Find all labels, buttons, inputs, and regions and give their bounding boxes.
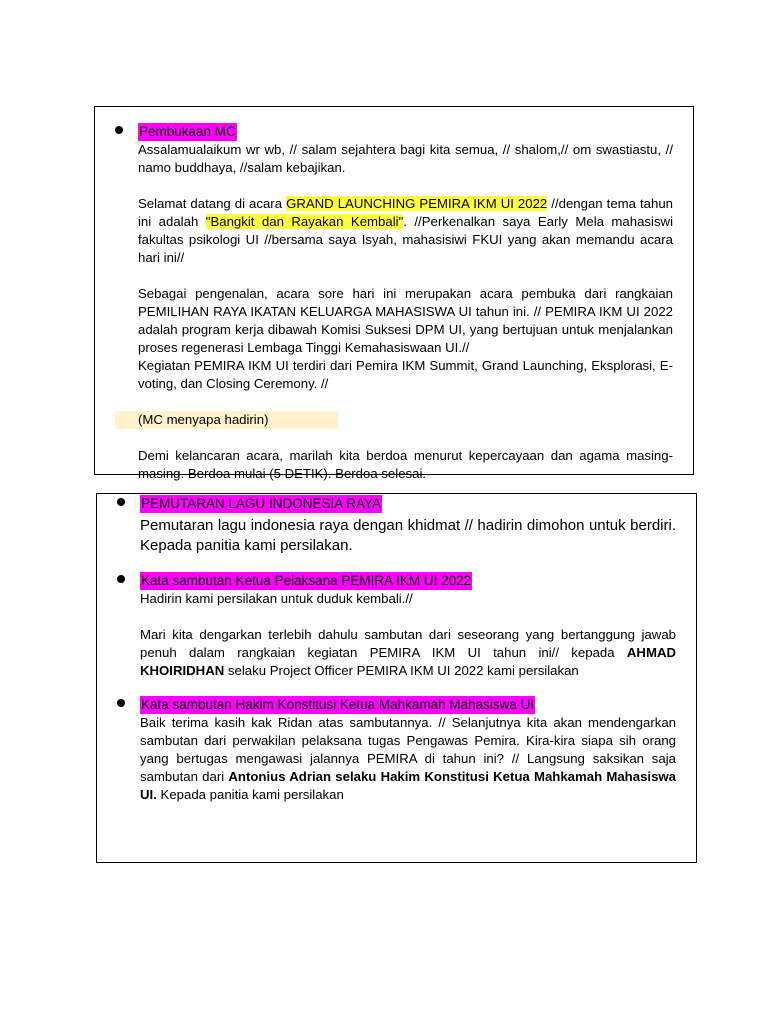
activities-paragraph: Kegiatan PEMIRA IKM UI terdiri dari Pemira IKM Summit, Grand Launching, Eksplorasi, E-voting, dan Closing Ceremony. //	[138, 358, 673, 391]
bullet-row	[115, 123, 673, 141]
bullet-row	[117, 495, 676, 513]
section-body	[138, 141, 673, 483]
seat-paragraph: Hadirin kami persilakan untuk duduk kembali.//	[140, 591, 413, 606]
bullet-icon	[117, 575, 125, 583]
section-body	[140, 590, 676, 680]
prayer-paragraph: Demi kelancaran acara, marilah kita berdoa menurut kepercayaan dan agama masing-masing. Berdoa mulai (5 DETIK). Berdoa selesai.	[138, 448, 673, 481]
anthem-paragraph: Pemutaran lagu indonesia raya dengan khidmat // hadirin dimohon untuk berdiri. Kepada panitia kami persilakan.	[140, 517, 676, 554]
section-heading: Kata sambutan Hakim Konstitusi Ketua Mahkamah Mahasiswa UI	[141, 697, 535, 712]
speech-intro-paragraph: Mari kita dengarkan terlebih dahulu sambutan dari seseorang yang bertanggung jawab penuh dalam rangkaian kegiatan PEMIRA IKM UI tahun ini// kepada AHMAD KHOIRIDHAN selaku Project Officer PEMIRA IKM UI 2022 kami persilakan	[140, 627, 676, 678]
section-ketua-pelaksana	[117, 572, 676, 680]
theme-highlight: "Bangkit dan Rayakan Kembali"	[205, 214, 404, 229]
bullet-icon	[117, 498, 125, 506]
section-body	[140, 714, 676, 804]
greeting-paragraph: Assalamualaikum wr wb, // salam sejahtera bagi kita semua, // shalom,// om swastiastu, // namo buddhaya, //salam kebajikan.	[138, 142, 673, 175]
event-name-highlight: GRAND LAUNCHING PEMIRA IKM UI 2022	[286, 196, 548, 211]
bullet-icon	[117, 699, 125, 707]
judge-name: Antonius Adrian selaku Hakim Konstitusi Ketua Mahkamah Mahasiswa UI.	[140, 769, 676, 802]
judge-speech-paragraph: Baik terima kasih kak Ridan atas sambutannya. // Selanjutnya kita akan mendengarkan sambutan dari perwakilan pelaksana tugas Pengawas Pemira. Kira-kira siapa sih orang yang bertugas mengawasi jalannya PEMIRA di tahun ini? // Langsung saksikan saja sambutan dari Antonius Adrian selaku Hakim Konstitusi Ketua Mahkamah Mahasiswa UI. Kepada panitia kami persilakan	[140, 715, 676, 802]
section-heading: PEMUTARAN LAGU INDONESIA RAYA	[141, 496, 382, 511]
section-pembukaan	[115, 123, 673, 483]
stage-direction-highlight: (MC menyapa hadirin)	[115, 411, 338, 429]
bullet-row	[117, 696, 676, 714]
bullet-row	[117, 572, 676, 590]
section-indonesia-raya	[117, 494, 676, 556]
section-heading: Pembukaan MC	[139, 124, 236, 139]
stage-direction	[138, 411, 673, 429]
bullet-icon	[115, 126, 123, 134]
welcome-paragraph: Selamat datang di acara GRAND LAUNCHING PEMIRA IKM UI 2022 //dengan tema tahun ini adalah "Bangkit dan Rayakan Kembali". //Perkenalkan saya Early Mela mahasiswi fakultas psikologi UI //bersama saya Isyah, mahasisiwi FKUI yang akan memandu acara hari ini//	[138, 196, 673, 265]
section-hakim-konstitusi	[117, 696, 676, 804]
speaker-name: AHMAD KHOIRIDHAN	[140, 645, 676, 678]
mc-opening-box	[94, 106, 694, 481]
introduction-paragraph: Sebagai pengenalan, acara sore hari ini merupakan acara pembuka dari rangkaian PEMILIHAN RAYA IKATAN KELUARGA MAHASISWA UI tahun ini. // PEMIRA IKM UI 2022 adalah program kerja dibawah Komisi Suksesi DPM UI, yang bertujuan untuk menjalankan proses regenerasi Lembaga Tinggi Kemahasiswaan UI.//	[138, 286, 673, 355]
section-heading: Kata sambutan Ketua Pelaksana PEMIRA IKM UI 2022	[141, 573, 472, 588]
program-sections-box	[96, 493, 697, 863]
section-body	[140, 516, 676, 556]
